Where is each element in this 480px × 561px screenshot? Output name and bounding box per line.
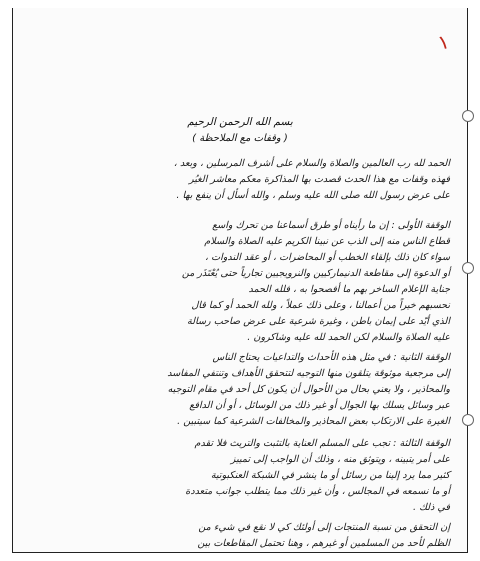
text-line: نحسبهم خيراً من أعمالنا ، وعلى ذلك عملاً ، ولله الحمد أو كما قال	[191, 300, 450, 311]
text-line: الحمد لله رب العالمين والصلاة والسلام على أشرف المرسلين ، وبعد ،	[173, 158, 450, 169]
text-line: على أمر يتبينه ، ويتوثق منه ، وذلك أن الواجب إلى تمييز	[230, 454, 450, 465]
text-line: والمحاذير ، ولا يعني بحال من الأحوال أن يكون كل أحد في مقام التوجيه	[167, 384, 450, 395]
text-line: في ذلك .	[412, 502, 450, 513]
paragraph-second-stop	[30, 350, 450, 430]
text-line: فهذه وقفات مع هذا الحدث قصدت بها المذاكرة معكم معاشر الغيُر	[188, 174, 450, 185]
text-line: الغيرة على الارتكاب بعض المحاذير والمخالفات الشرعية كما سيتبين .	[177, 416, 450, 427]
page-number: ١	[435, 29, 452, 55]
text-line: الوقفة الأولى : إن ما رأيناه أو طرق أسماعنا من تحرك واسع	[212, 220, 450, 231]
text-line: الوقفة الثانية : في مثل هذه الأحداث والتداعيات يحتاج الناس	[212, 352, 450, 363]
text-line: أو ما نسمعه في المجالس ، وأن غير ذلك مما يتطلب جوانب متعددة	[185, 486, 450, 497]
text-line: الذي أيّد على إيمان باطن ، وغيرة شرعية على عرض صاحب رسالة	[187, 316, 450, 327]
text-line: عبر وسائل يسلك بها الجوال أو غير ذلك من الوسائل ، أو أن الدافع	[189, 400, 450, 411]
punch-hole-icon	[462, 414, 474, 426]
paragraph-intro	[30, 156, 450, 204]
text-line: كثير مما يرد إلينا من رسائل أو ما ينشر في الشبكة العنكبوتية	[210, 470, 450, 481]
paragraph-fourth-stop	[30, 520, 450, 552]
text-line: سواء كان ذلك بإلقاء الخطب أو المحاضرات ، أو عقد الندوات ،	[204, 252, 450, 263]
text-line: قطاع الناس منه إلى الذب عن نبينا الكريم عليه الصلاة والسلام	[204, 236, 450, 247]
text-line: أو الدعوة إلى مقاطعة الدنيماركيين والنرويجيين تجارياً حتى يُعْتَذَر من	[181, 268, 450, 279]
paragraph-third-stop	[30, 436, 450, 516]
text-line: جناية الإعلام الساخر بهم ما أفصحوا به ، فلله الحمد	[248, 284, 450, 295]
text-line: إن التحقق من نسبة المنتجات إلى أولئك كي لا نقع في شيء من	[198, 522, 450, 533]
document-subtitle: ( وقفات مع الملاحظة )	[192, 133, 288, 144]
text-line: على عرض رسول الله صلى الله عليه وسلم ، والله أسأل أن ينفع بها .	[176, 190, 450, 201]
paragraph-first-stop	[30, 218, 450, 346]
text-line: إلى مرجعية موثوقة يتلقون منها التوجيه لتتحقق الأهداف وتنتفي المفاسد	[167, 368, 450, 379]
text-line: الظلم لأحد من المسلمين أو غيرهم ، وهنا تحتمل المقاطعات بين	[197, 538, 450, 549]
basmala-heading: بسم الله الرحمن الرحيم	[187, 116, 293, 128]
text-line: عليه الصلاة والسلام لكن الحمد لله عليه وشاكرون .	[247, 332, 450, 343]
punch-hole-icon	[462, 262, 474, 274]
text-line: الوقفة الثالثة : تجب على المسلم العناية بالتثبت والتريث فلا تقدم	[194, 438, 450, 449]
